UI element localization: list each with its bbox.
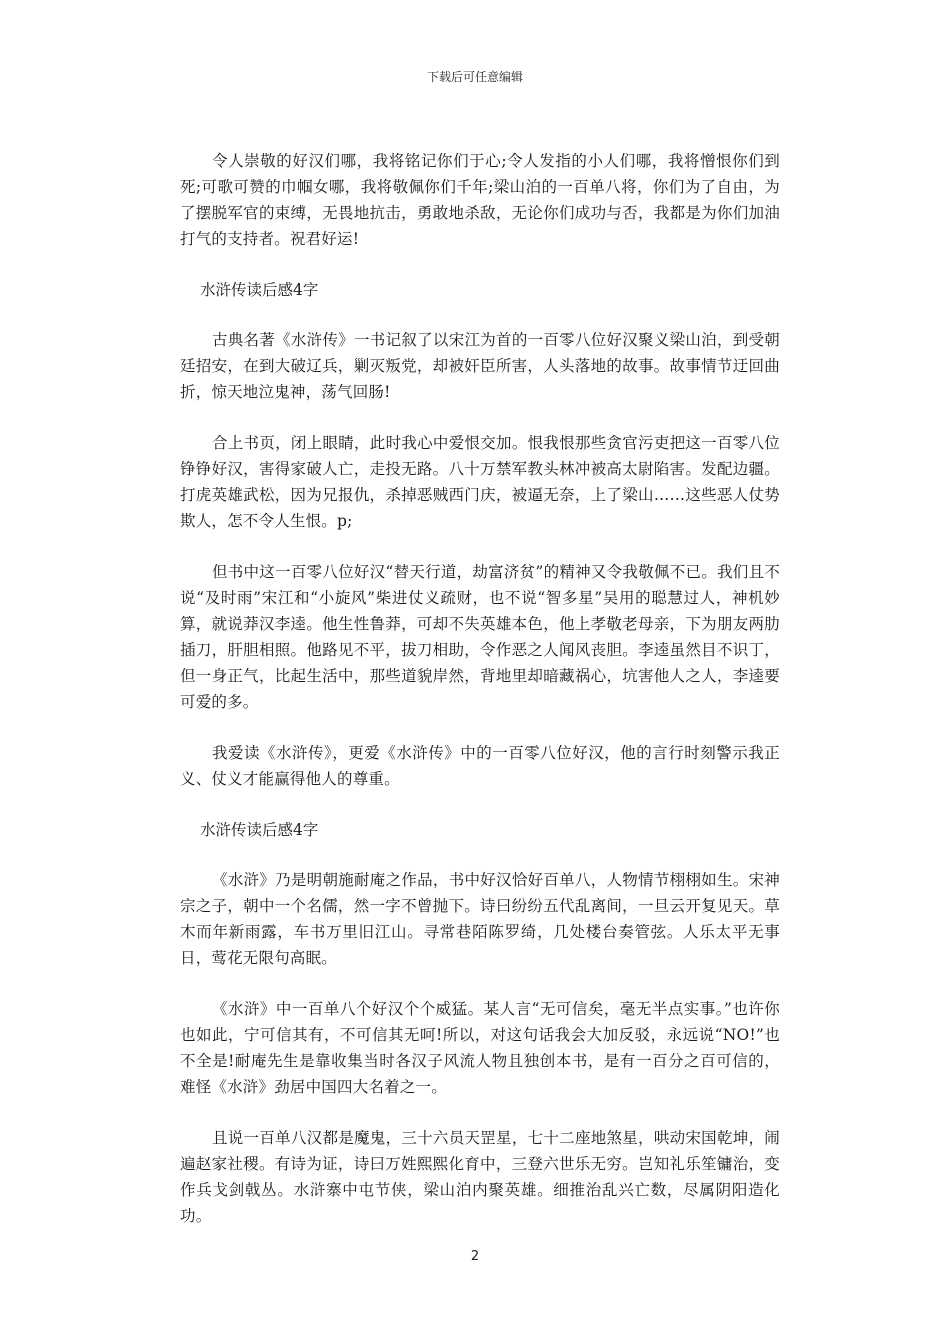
- section-heading: 水浒传读后感4字: [200, 281, 319, 299]
- paragraph: 且说一百单八汉都是魔鬼，三十六员天罡星，七十二座地煞星，哄动宋国乾坤，闹遍赵家社稷。有诗为证，诗曰万姓熙熙化育中，三登六世乐无穷。岂知礼乐笙镛治，变作兵戈剑戟丛。水浒寨中屯节侠，梁山泊内聚英雄。细推治乱兴亡数，尽属阴阳造化功。: [180, 1129, 780, 1225]
- section-heading: 水浒传读后感4字: [200, 821, 319, 839]
- page-number: 2: [470, 1249, 480, 1264]
- paragraph: 《水浒》乃是明朝施耐庵之作品，书中好汉恰好百单八，人物情节栩栩如生。宋神宗之子，朝中一个名儒，然一字不曾抛下。诗曰纷纷五代乱离间，一旦云开复见天。草木而年新雨露，车书万里旧江山。寻常巷陌陈罗绮，几处楼台奏管弦。人乐太平无事日，莺花无限句高眠。: [180, 871, 780, 967]
- page-header: 下载后可任意编辑: [426, 70, 523, 84]
- document-body: [180, 148, 780, 1254]
- paragraph: 合上书页，闭上眼睛，此时我心中爱恨交加。恨我恨那些贪官污吏把这一百零八位铮铮好汉，害得家破人亡，走投无路。八十万禁军教头林冲被高太尉陷害。发配边疆。打虎英雄武松，因为兄报仇，杀掉恶贼西门庆，被逼无奈，上了梁山……这些恶人仗势欺人，怎不令人生恨。p;: [180, 434, 780, 530]
- paragraph: 但书中这一百零八位好汉“替天行道，劫富济贫”的精神又令我敬佩不已。我们且不说“及时雨”宋江和“小旋风”柴进仗义疏财，也不说“智多星”吴用的聪慧过人，神机妙算，就说莽汉李逵。他生性鲁莽，可却不失英雄本色，他上孝敬老母亲，下为朋友两肋插刀，肝胆相照。他路见不平，拔刀相助，令作恶之人闻风丧胆。李逵虽然目不识丁，但一身正气，比起生活中，那些道貌岸然，背地里却暗藏祸心，坑害他人之人，李逵要可爱的多。: [180, 563, 780, 711]
- paragraph: 我爱读《水浒传》，更爱《水浒传》中的一百零八位好汉，他的言行时刻警示我正义、仗义才能赢得他人的尊重。: [180, 744, 780, 788]
- paragraph: 《水浒》中一百单八个好汉个个威猛。某人言“无可信矣，毫无半点实事。”也许你也如此，宁可信其有，不可信其无呵!所以，对这句话我会大加反驳，永远说“NO!”也不全是!耐庵先生是靠收集当时各汉子风流人物且独创本书，是有一百分之百可信的，难怪《水浒》劲居中国四大名着之一。: [180, 1000, 780, 1096]
- paragraph: 令人崇敬的好汉们哪，我将铭记你们于心;令人发指的小人们哪，我将憎恨你们到死;可歌可赞的巾帼女哪，我将敬佩你们千年;梁山泊的一百单八将，你们为了自由，为了摆脱军官的束缚，无畏地抗击，勇敢地杀敌，无论你们成功与否，我都是为你们加油打气的支持者。祝君好运!: [180, 152, 780, 248]
- paragraph: 古典名著《水浒传》一书记叙了以宋江为首的一百零八位好汉聚义梁山泊，到受朝廷招安，在到大破辽兵，剿灭叛党，却被奸臣所害，人头落地的故事。故事情节迂回曲折，惊天地泣鬼神，荡气回肠!: [180, 331, 780, 401]
